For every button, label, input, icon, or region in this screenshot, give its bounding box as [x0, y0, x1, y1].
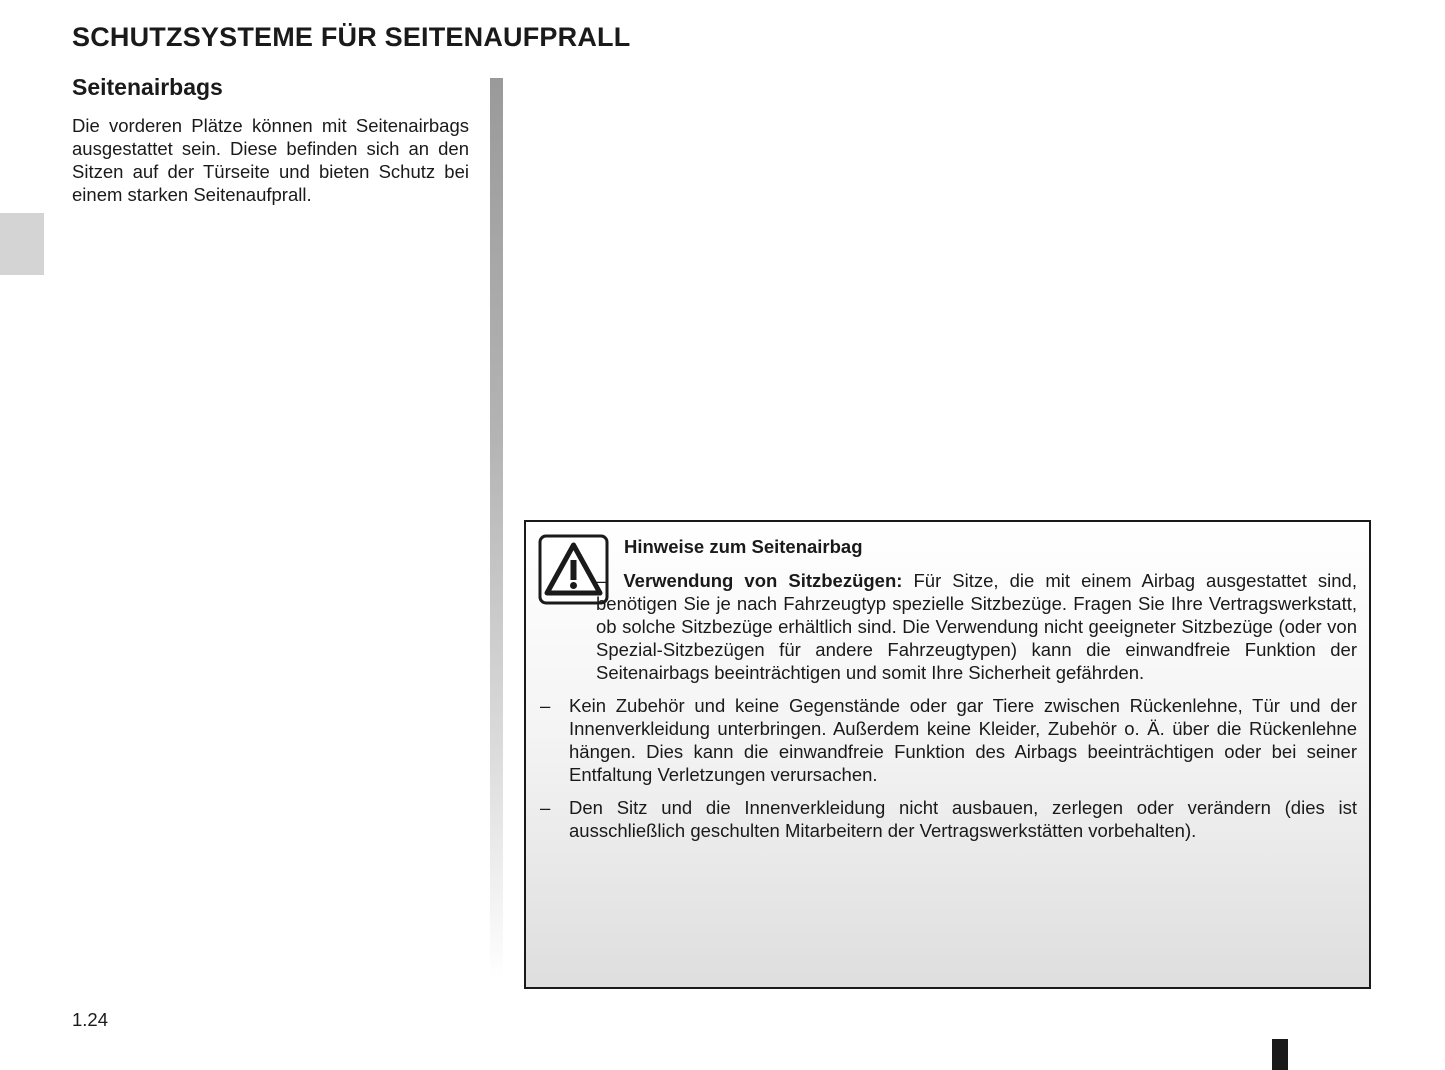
- column-divider: [490, 78, 503, 980]
- warning-item-text: Kein Zubehör und keine Gegenstände oder gar Tiere zwischen Rückenlehne, Tür und der Innenverkleidung unterbringen. Außerdem keine Kleider, Zubehör o. Ä. über die Rückenlehne hängen. Dies kann die einwandfreie Funktion des Airbags beeinträchtigen oder bei seiner Entfaltung Verletzungen verursachen.: [569, 695, 1357, 785]
- warning-item-dash: –: [540, 797, 551, 818]
- page-number: 1.24: [72, 1009, 109, 1030]
- warning-item-dash: –: [596, 570, 607, 591]
- warning-item-text: Den Sitz und die Innenverkleidung nicht ausbauen, zerlegen oder verändern (dies ist ausschließlich geschulten Mitarbeitern der Vertragswerkstätten vorbehalten).: [569, 797, 1357, 841]
- warning-title: Hinweise zum Seitenairbag: [624, 536, 863, 557]
- warning-item: [540, 694, 1357, 786]
- warning-item-first-line: [540, 569, 1357, 684]
- warning-item-text: Für Sitze, die mit einem Airbag ausgestattet sind, benötigen Sie je nach Fahrzeugtyp spezielle Sitzbezüge. Fragen Sie Ihre Vertragswerkstatt, ob solche Sitzbezüge erhältlich sind. Die Verwendung nicht geeigneter Sitzbezüge (oder von Spezial-Sitzbezügen für andere Fahrzeugtypen) kann die einwandfreie Funktion der Seitenairbags beeinträchtigen und somit Ihre Sicherheit gefährden.: [596, 570, 1357, 683]
- warning-item-bold: Verwendung von Sitzbezügen:: [623, 570, 903, 591]
- chapter-tab: [0, 213, 44, 275]
- section-title: Seitenairbags: [72, 74, 223, 100]
- page-title: SCHUTZSYSTEME FÜR SEITENAUFPRALL: [72, 22, 631, 52]
- warning-body: [540, 569, 1357, 852]
- warning-item-dash: –: [540, 695, 551, 716]
- warning-box: [524, 520, 1371, 989]
- warning-item: [540, 569, 1357, 684]
- page-corner-mark: [1272, 1039, 1288, 1070]
- warning-item: [540, 796, 1357, 842]
- intro-paragraph: Die vorderen Plätze können mit Seitenairbags ausgestattet sein. Diese befinden sich an den Sitzen auf der Türseite und bieten Schutz bei einem starken Seitenaufprall.: [72, 115, 469, 205]
